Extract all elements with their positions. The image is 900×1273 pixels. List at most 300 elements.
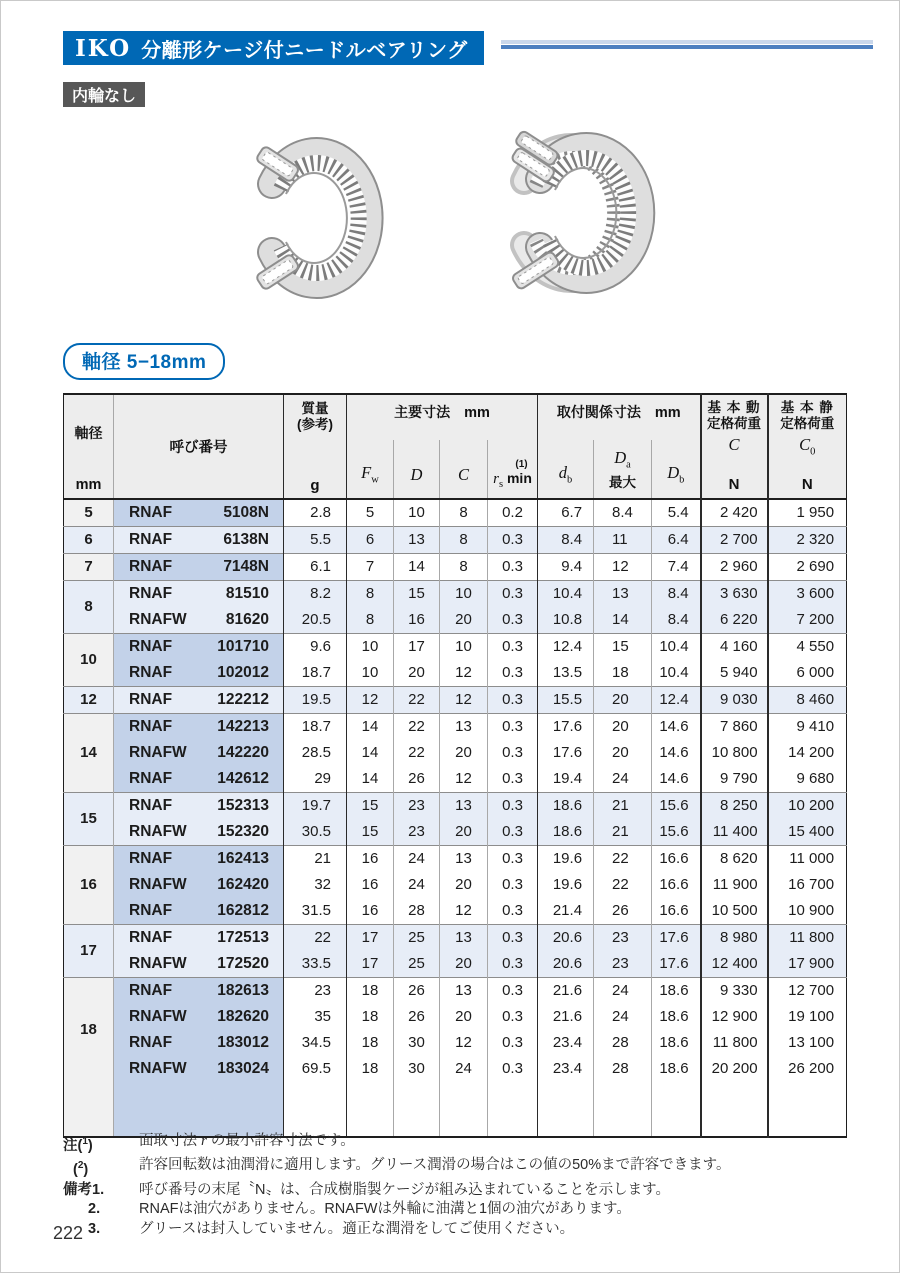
da-cell: 12 xyxy=(594,554,652,581)
rs-cell: 0.3 xyxy=(488,554,538,581)
d-cell: 20 xyxy=(394,660,440,687)
empty-cell xyxy=(284,1082,347,1137)
designation-cell xyxy=(114,1030,284,1056)
footnote: 3. グリースは封入していません。適正な潤滑をしてご使用ください。 xyxy=(88,1220,575,1237)
designation-prefix: RNAF xyxy=(129,902,173,919)
table-row xyxy=(64,554,847,581)
da-cell: 23 xyxy=(594,925,652,952)
mass-cell: 18.7 xyxy=(284,714,347,741)
cdyn-cell: 11 900 xyxy=(701,872,768,898)
dbb-cell: 15.6 xyxy=(652,793,701,820)
empty-cell xyxy=(594,1082,652,1137)
designation-prefix: RNAF xyxy=(129,929,173,946)
designation-code: 183012 xyxy=(217,1034,269,1051)
designation-prefix: RNAF xyxy=(129,850,173,867)
d-cell: 25 xyxy=(394,925,440,952)
designation-code: 5108N xyxy=(223,504,269,521)
empty-cell xyxy=(64,1082,114,1137)
cdyn-cell: 10 500 xyxy=(701,898,768,925)
fw-cell: 10 xyxy=(347,660,394,687)
d-cell: 17 xyxy=(394,634,440,661)
dbb-cell: 10.4 xyxy=(652,660,701,687)
c-cell: 13 xyxy=(440,846,488,873)
d-cell: 26 xyxy=(394,1004,440,1030)
designation-code: 81620 xyxy=(225,611,269,628)
empty-cell xyxy=(768,1082,847,1137)
table-body xyxy=(64,499,847,1137)
cdyn-cell: 9 330 xyxy=(701,978,768,1005)
designation-cell xyxy=(114,687,284,714)
mass-cell: 32 xyxy=(284,872,347,898)
designation-code: 142220 xyxy=(217,744,269,761)
mass-cell: 19.7 xyxy=(284,793,347,820)
col-header-shaft-dia: 軸径 mm xyxy=(64,394,114,499)
designation-prefix: RNAF xyxy=(129,982,173,999)
fw-cell: 14 xyxy=(347,740,394,766)
fw-cell: 5 xyxy=(347,499,394,527)
table-row xyxy=(64,1030,847,1056)
da-cell: 22 xyxy=(594,872,652,898)
cstat-cell: 14 200 xyxy=(768,740,847,766)
designation-prefix: RNAFW xyxy=(129,1060,187,1077)
db-cell: 21.6 xyxy=(538,1004,594,1030)
empty-cell xyxy=(440,1082,488,1137)
empty-cell xyxy=(652,1082,701,1137)
c-cell: 10 xyxy=(440,634,488,661)
dbb-cell: 10.4 xyxy=(652,634,701,661)
designation-code: 122212 xyxy=(217,691,269,708)
table-row xyxy=(64,1056,847,1082)
cdyn-cell: 2 700 xyxy=(701,527,768,554)
table-row xyxy=(64,819,847,846)
designation-prefix: RNAF xyxy=(129,1034,173,1051)
fw-cell: 10 xyxy=(347,634,394,661)
designation-code: 182620 xyxy=(217,1008,269,1025)
designation-prefix: RNAFW xyxy=(129,955,187,972)
d-cell: 25 xyxy=(394,951,440,978)
col-group-mounting-dimensions: 取付関係寸法 mm xyxy=(538,394,701,440)
footnote: 2. RNAFは油穴がありません。RNAFWは外輪に油溝と1個の油穴があります。 xyxy=(88,1201,631,1218)
cdyn-cell: 8 250 xyxy=(701,793,768,820)
db-cell: 19.6 xyxy=(538,846,594,873)
table-row xyxy=(64,846,847,873)
mass-cell: 33.5 xyxy=(284,951,347,978)
d-cell: 23 xyxy=(394,819,440,846)
d-cell: 14 xyxy=(394,554,440,581)
c-cell: 10 xyxy=(440,581,488,608)
fw-cell: 6 xyxy=(347,527,394,554)
dbb-cell: 16.6 xyxy=(652,872,701,898)
da-cell: 20 xyxy=(594,714,652,741)
designation-prefix: RNAF xyxy=(129,664,173,681)
fw-cell: 7 xyxy=(347,554,394,581)
fw-cell: 15 xyxy=(347,819,394,846)
empty-cell xyxy=(488,1082,538,1137)
table-row xyxy=(64,1004,847,1030)
d-cell: 22 xyxy=(394,740,440,766)
col-header-designation: 呼び番号 xyxy=(114,394,284,499)
cstat-cell: 11 000 xyxy=(768,846,847,873)
table-row xyxy=(64,527,847,554)
table-row xyxy=(64,925,847,952)
shaft-dia-cell: 6 xyxy=(64,527,114,554)
designation-prefix: RNAF xyxy=(129,585,173,602)
db-cell: 6.7 xyxy=(538,499,594,527)
cstat-cell: 15 400 xyxy=(768,819,847,846)
table-row xyxy=(64,898,847,925)
mass-cell: 28.5 xyxy=(284,740,347,766)
cstat-cell: 2 690 xyxy=(768,554,847,581)
page-title: 分離形ケージ付ニードルベアリング xyxy=(141,39,468,62)
rs-cell: 0.3 xyxy=(488,846,538,873)
cstat-cell: 3 600 xyxy=(768,581,847,608)
c-cell: 12 xyxy=(440,660,488,687)
designation-code: 162812 xyxy=(217,902,269,919)
rs-cell: 0.3 xyxy=(488,1004,538,1030)
designation-prefix: RNAFW xyxy=(129,1008,187,1025)
designation-cell xyxy=(114,499,284,527)
designation-prefix: RNAFW xyxy=(129,611,187,628)
mass-cell: 29 xyxy=(284,766,347,793)
db-cell: 13.5 xyxy=(538,660,594,687)
db-cell: 20.6 xyxy=(538,951,594,978)
d-cell: 30 xyxy=(394,1056,440,1082)
page-number: 222 xyxy=(53,1223,84,1243)
bearing-spec-table xyxy=(63,393,847,1138)
db-cell: 10.8 xyxy=(538,607,594,634)
c-cell: 13 xyxy=(440,925,488,952)
designation-prefix: RNAFW xyxy=(129,823,187,840)
shaft-dia-cell: 15 xyxy=(64,793,114,846)
title-rule xyxy=(501,40,873,49)
table-row xyxy=(64,687,847,714)
shaft-dia-cell: 10 xyxy=(64,634,114,687)
designation-cell xyxy=(114,766,284,793)
designation-cell xyxy=(114,978,284,1005)
db-cell: 23.4 xyxy=(538,1056,594,1082)
cdyn-cell: 11 400 xyxy=(701,819,768,846)
shaft-dia-cell: 7 xyxy=(64,554,114,581)
cstat-cell: 12 700 xyxy=(768,978,847,1005)
cdyn-cell: 6 220 xyxy=(701,607,768,634)
mass-cell: 31.5 xyxy=(284,898,347,925)
designation-code: 183024 xyxy=(217,1060,269,1077)
da-cell: 22 xyxy=(594,846,652,873)
designation-prefix: RNAF xyxy=(129,718,173,735)
cstat-cell: 7 200 xyxy=(768,607,847,634)
fw-cell: 8 xyxy=(347,581,394,608)
footnote: ($^2$) 許容回転数は油潤滑に適用します。グリース潤滑の場合はこの値の50%まで許容できます。 xyxy=(73,1157,731,1179)
fw-cell: 14 xyxy=(347,714,394,741)
c-cell: 8 xyxy=(440,554,488,581)
shaft-dia-cell: 8 xyxy=(64,581,114,634)
da-cell: 26 xyxy=(594,898,652,925)
dbb-cell: 8.4 xyxy=(652,581,701,608)
designation-prefix: RNAF xyxy=(129,531,173,548)
cdyn-cell: 12 400 xyxy=(701,951,768,978)
cstat-cell: 10 900 xyxy=(768,898,847,925)
rs-cell: 0.3 xyxy=(488,687,538,714)
designation-code: 6138N xyxy=(223,531,269,548)
designation-cell xyxy=(114,554,284,581)
mass-cell: 6.1 xyxy=(284,554,347,581)
designation-cell xyxy=(114,527,284,554)
designation-code: 142213 xyxy=(217,718,269,735)
mass-cell: 2.8 xyxy=(284,499,347,527)
rs-cell: 0.3 xyxy=(488,872,538,898)
designation-prefix: RNAFW xyxy=(129,876,187,893)
d-cell: 30 xyxy=(394,1030,440,1056)
dbb-cell: 16.6 xyxy=(652,846,701,873)
designation-code: 182613 xyxy=(217,982,269,999)
designation-prefix: RNAF xyxy=(129,504,173,521)
cdyn-cell: 7 860 xyxy=(701,714,768,741)
designation-code: 172513 xyxy=(217,929,269,946)
table-row xyxy=(64,607,847,634)
c-cell: 24 xyxy=(440,1056,488,1082)
c-cell: 20 xyxy=(440,607,488,634)
dbb-cell: 18.6 xyxy=(652,978,701,1005)
c-cell: 20 xyxy=(440,1004,488,1030)
empty-cell xyxy=(701,1082,768,1137)
db-cell: 8.4 xyxy=(538,527,594,554)
dbb-cell: 18.6 xyxy=(652,1056,701,1082)
fw-cell: 18 xyxy=(347,1056,394,1082)
cdyn-cell: 2 420 xyxy=(701,499,768,527)
cstat-cell: 9 410 xyxy=(768,714,847,741)
rs-cell: 0.3 xyxy=(488,581,538,608)
dbb-cell: 15.6 xyxy=(652,819,701,846)
mass-cell: 69.5 xyxy=(284,1056,347,1082)
designation-code: 172520 xyxy=(217,955,269,972)
c-cell: 8 xyxy=(440,499,488,527)
rs-cell: 0.3 xyxy=(488,898,538,925)
cdyn-cell: 9 030 xyxy=(701,687,768,714)
rs-cell: 0.3 xyxy=(488,660,538,687)
mass-cell: 19.5 xyxy=(284,687,347,714)
table-filler-row xyxy=(64,1082,847,1137)
c-cell: 12 xyxy=(440,1030,488,1056)
d-cell: 15 xyxy=(394,581,440,608)
db-cell: 23.4 xyxy=(538,1030,594,1056)
d-cell: 22 xyxy=(394,687,440,714)
cstat-cell: 6 000 xyxy=(768,660,847,687)
da-cell: 13 xyxy=(594,581,652,608)
d-cell: 28 xyxy=(394,898,440,925)
mass-cell: 21 xyxy=(284,846,347,873)
table-row xyxy=(64,872,847,898)
designation-code: 142612 xyxy=(217,770,269,787)
designation-cell xyxy=(114,714,284,741)
db-cell: 12.4 xyxy=(538,634,594,661)
cstat-cell: 17 900 xyxy=(768,951,847,978)
mass-cell: 8.2 xyxy=(284,581,347,608)
cdyn-cell: 3 630 xyxy=(701,581,768,608)
dbb-cell: 14.6 xyxy=(652,714,701,741)
dbb-cell: 18.6 xyxy=(652,1004,701,1030)
designation-code: 162413 xyxy=(217,850,269,867)
cdyn-cell: 4 160 xyxy=(701,634,768,661)
subtitle-badge: 内輪なし xyxy=(63,82,145,107)
fw-cell: 16 xyxy=(347,898,394,925)
db-cell: 21.4 xyxy=(538,898,594,925)
table-row xyxy=(64,714,847,741)
cstat-cell: 2 320 xyxy=(768,527,847,554)
d-cell: 26 xyxy=(394,978,440,1005)
mass-cell: 35 xyxy=(284,1004,347,1030)
c-cell: 13 xyxy=(440,978,488,1005)
c-cell: 20 xyxy=(440,740,488,766)
c-cell: 20 xyxy=(440,951,488,978)
rs-cell: 0.3 xyxy=(488,527,538,554)
col-header-dynamic-load: 基 本 動 定格荷重 C N xyxy=(701,394,768,499)
rs-cell: 0.3 xyxy=(488,925,538,952)
cstat-cell: 11 800 xyxy=(768,925,847,952)
designation-cell xyxy=(114,925,284,952)
mass-cell: 5.5 xyxy=(284,527,347,554)
dbb-cell: 12.4 xyxy=(652,687,701,714)
col-header-da-max: $D_a$ 最大 xyxy=(594,440,652,499)
col-header-d: D xyxy=(394,440,440,499)
fw-cell: 17 xyxy=(347,951,394,978)
d-cell: 24 xyxy=(394,846,440,873)
designation-code: 152320 xyxy=(217,823,269,840)
fw-cell: 18 xyxy=(347,1030,394,1056)
fw-cell: 12 xyxy=(347,687,394,714)
rs-cell: 0.3 xyxy=(488,714,538,741)
dbb-cell: 18.6 xyxy=(652,1030,701,1056)
da-cell: 28 xyxy=(594,1030,652,1056)
fw-cell: 16 xyxy=(347,846,394,873)
fw-cell: 17 xyxy=(347,925,394,952)
designation-prefix: RNAFW xyxy=(129,744,187,761)
table-row xyxy=(64,793,847,820)
designation-code: 162420 xyxy=(217,876,269,893)
da-cell: 15 xyxy=(594,634,652,661)
shaft-dia-cell: 14 xyxy=(64,714,114,793)
cstat-cell: 1 950 xyxy=(768,499,847,527)
da-cell: 14 xyxy=(594,607,652,634)
designation-cell xyxy=(114,607,284,634)
da-cell: 20 xyxy=(594,740,652,766)
empty-cell xyxy=(394,1082,440,1137)
designation-cell xyxy=(114,819,284,846)
shaft-dia-cell: 18 xyxy=(64,978,114,1083)
designation-cell xyxy=(114,660,284,687)
fw-cell: 18 xyxy=(347,1004,394,1030)
mass-cell: 18.7 xyxy=(284,660,347,687)
cdyn-cell: 10 800 xyxy=(701,740,768,766)
d-cell: 10 xyxy=(394,499,440,527)
da-cell: 28 xyxy=(594,1056,652,1082)
rs-cell: 0.2 xyxy=(488,499,538,527)
footnotes xyxy=(63,1132,863,1239)
db-cell: 19.4 xyxy=(538,766,594,793)
cdyn-cell: 8 620 xyxy=(701,846,768,873)
designation-prefix: RNAF xyxy=(129,797,173,814)
c-cell: 20 xyxy=(440,872,488,898)
shaft-dia-cell: 12 xyxy=(64,687,114,714)
table-header xyxy=(64,394,847,499)
db-cell: 19.6 xyxy=(538,872,594,898)
empty-cell xyxy=(538,1082,594,1137)
designation-cell xyxy=(114,846,284,873)
rs-cell: 0.3 xyxy=(488,978,538,1005)
mass-cell: 9.6 xyxy=(284,634,347,661)
db-cell: 15.5 xyxy=(538,687,594,714)
db-cell: 21.6 xyxy=(538,978,594,1005)
rs-cell: 0.3 xyxy=(488,607,538,634)
db-cell: 17.6 xyxy=(538,714,594,741)
cstat-cell: 13 100 xyxy=(768,1030,847,1056)
da-cell: 24 xyxy=(594,978,652,1005)
da-cell: 20 xyxy=(594,687,652,714)
col-header-mass: 質量 (参考) g xyxy=(284,394,347,499)
fw-cell: 16 xyxy=(347,872,394,898)
table-row xyxy=(64,978,847,1005)
table-row xyxy=(64,766,847,793)
c-cell: 13 xyxy=(440,793,488,820)
da-cell: 21 xyxy=(594,819,652,846)
designation-cell xyxy=(114,898,284,925)
designation-cell xyxy=(114,740,284,766)
cdyn-cell: 5 940 xyxy=(701,660,768,687)
cdyn-cell: 20 200 xyxy=(701,1056,768,1082)
fw-cell: 15 xyxy=(347,793,394,820)
da-cell: 23 xyxy=(594,951,652,978)
d-cell: 16 xyxy=(394,607,440,634)
c-cell: 12 xyxy=(440,898,488,925)
designation-code: 101710 xyxy=(217,638,269,655)
designation-prefix: RNAF xyxy=(129,638,173,655)
cdyn-cell: 12 900 xyxy=(701,1004,768,1030)
d-cell: 24 xyxy=(394,872,440,898)
footnote: 備考1. 呼び番号の末尾〝N〟は、合成樹脂製ケージが組み込まれていることを示します。 xyxy=(63,1181,671,1198)
designation-code: 102012 xyxy=(217,664,269,681)
dbb-cell: 8.4 xyxy=(652,607,701,634)
cdyn-cell: 8 980 xyxy=(701,925,768,952)
db-cell: 18.6 xyxy=(538,819,594,846)
db-cell: 17.6 xyxy=(538,740,594,766)
rs-cell: 0.3 xyxy=(488,766,538,793)
bearing-image-rnafw xyxy=(488,129,668,299)
rs-cell: 0.3 xyxy=(488,1030,538,1056)
c-cell: 20 xyxy=(440,819,488,846)
dbb-cell: 5.4 xyxy=(652,499,701,527)
iko-logo: IKO xyxy=(75,34,132,62)
designation-cell xyxy=(114,793,284,820)
empty-cell xyxy=(347,1082,394,1137)
cdyn-cell: 9 790 xyxy=(701,766,768,793)
cstat-cell: 19 100 xyxy=(768,1004,847,1030)
designation-cell xyxy=(114,872,284,898)
footnote: 注($^1$) 面取寸法 r の最小許容寸法です。 xyxy=(63,1133,355,1154)
designation-prefix: RNAF xyxy=(129,558,173,575)
cstat-cell: 16 700 xyxy=(768,872,847,898)
title-bar xyxy=(63,31,484,65)
designation-cell xyxy=(114,951,284,978)
col-group-main-dimensions: 主要寸法 mm xyxy=(347,394,538,440)
mass-cell: 22 xyxy=(284,925,347,952)
dbb-cell: 14.6 xyxy=(652,766,701,793)
cstat-cell: 4 550 xyxy=(768,634,847,661)
d-cell: 22 xyxy=(394,714,440,741)
col-header-db-shaft: $d_b$ xyxy=(538,440,594,499)
mass-cell: 20.5 xyxy=(284,607,347,634)
db-cell: 10.4 xyxy=(538,581,594,608)
designation-cell xyxy=(114,634,284,661)
designation-code: 7148N xyxy=(223,558,269,575)
